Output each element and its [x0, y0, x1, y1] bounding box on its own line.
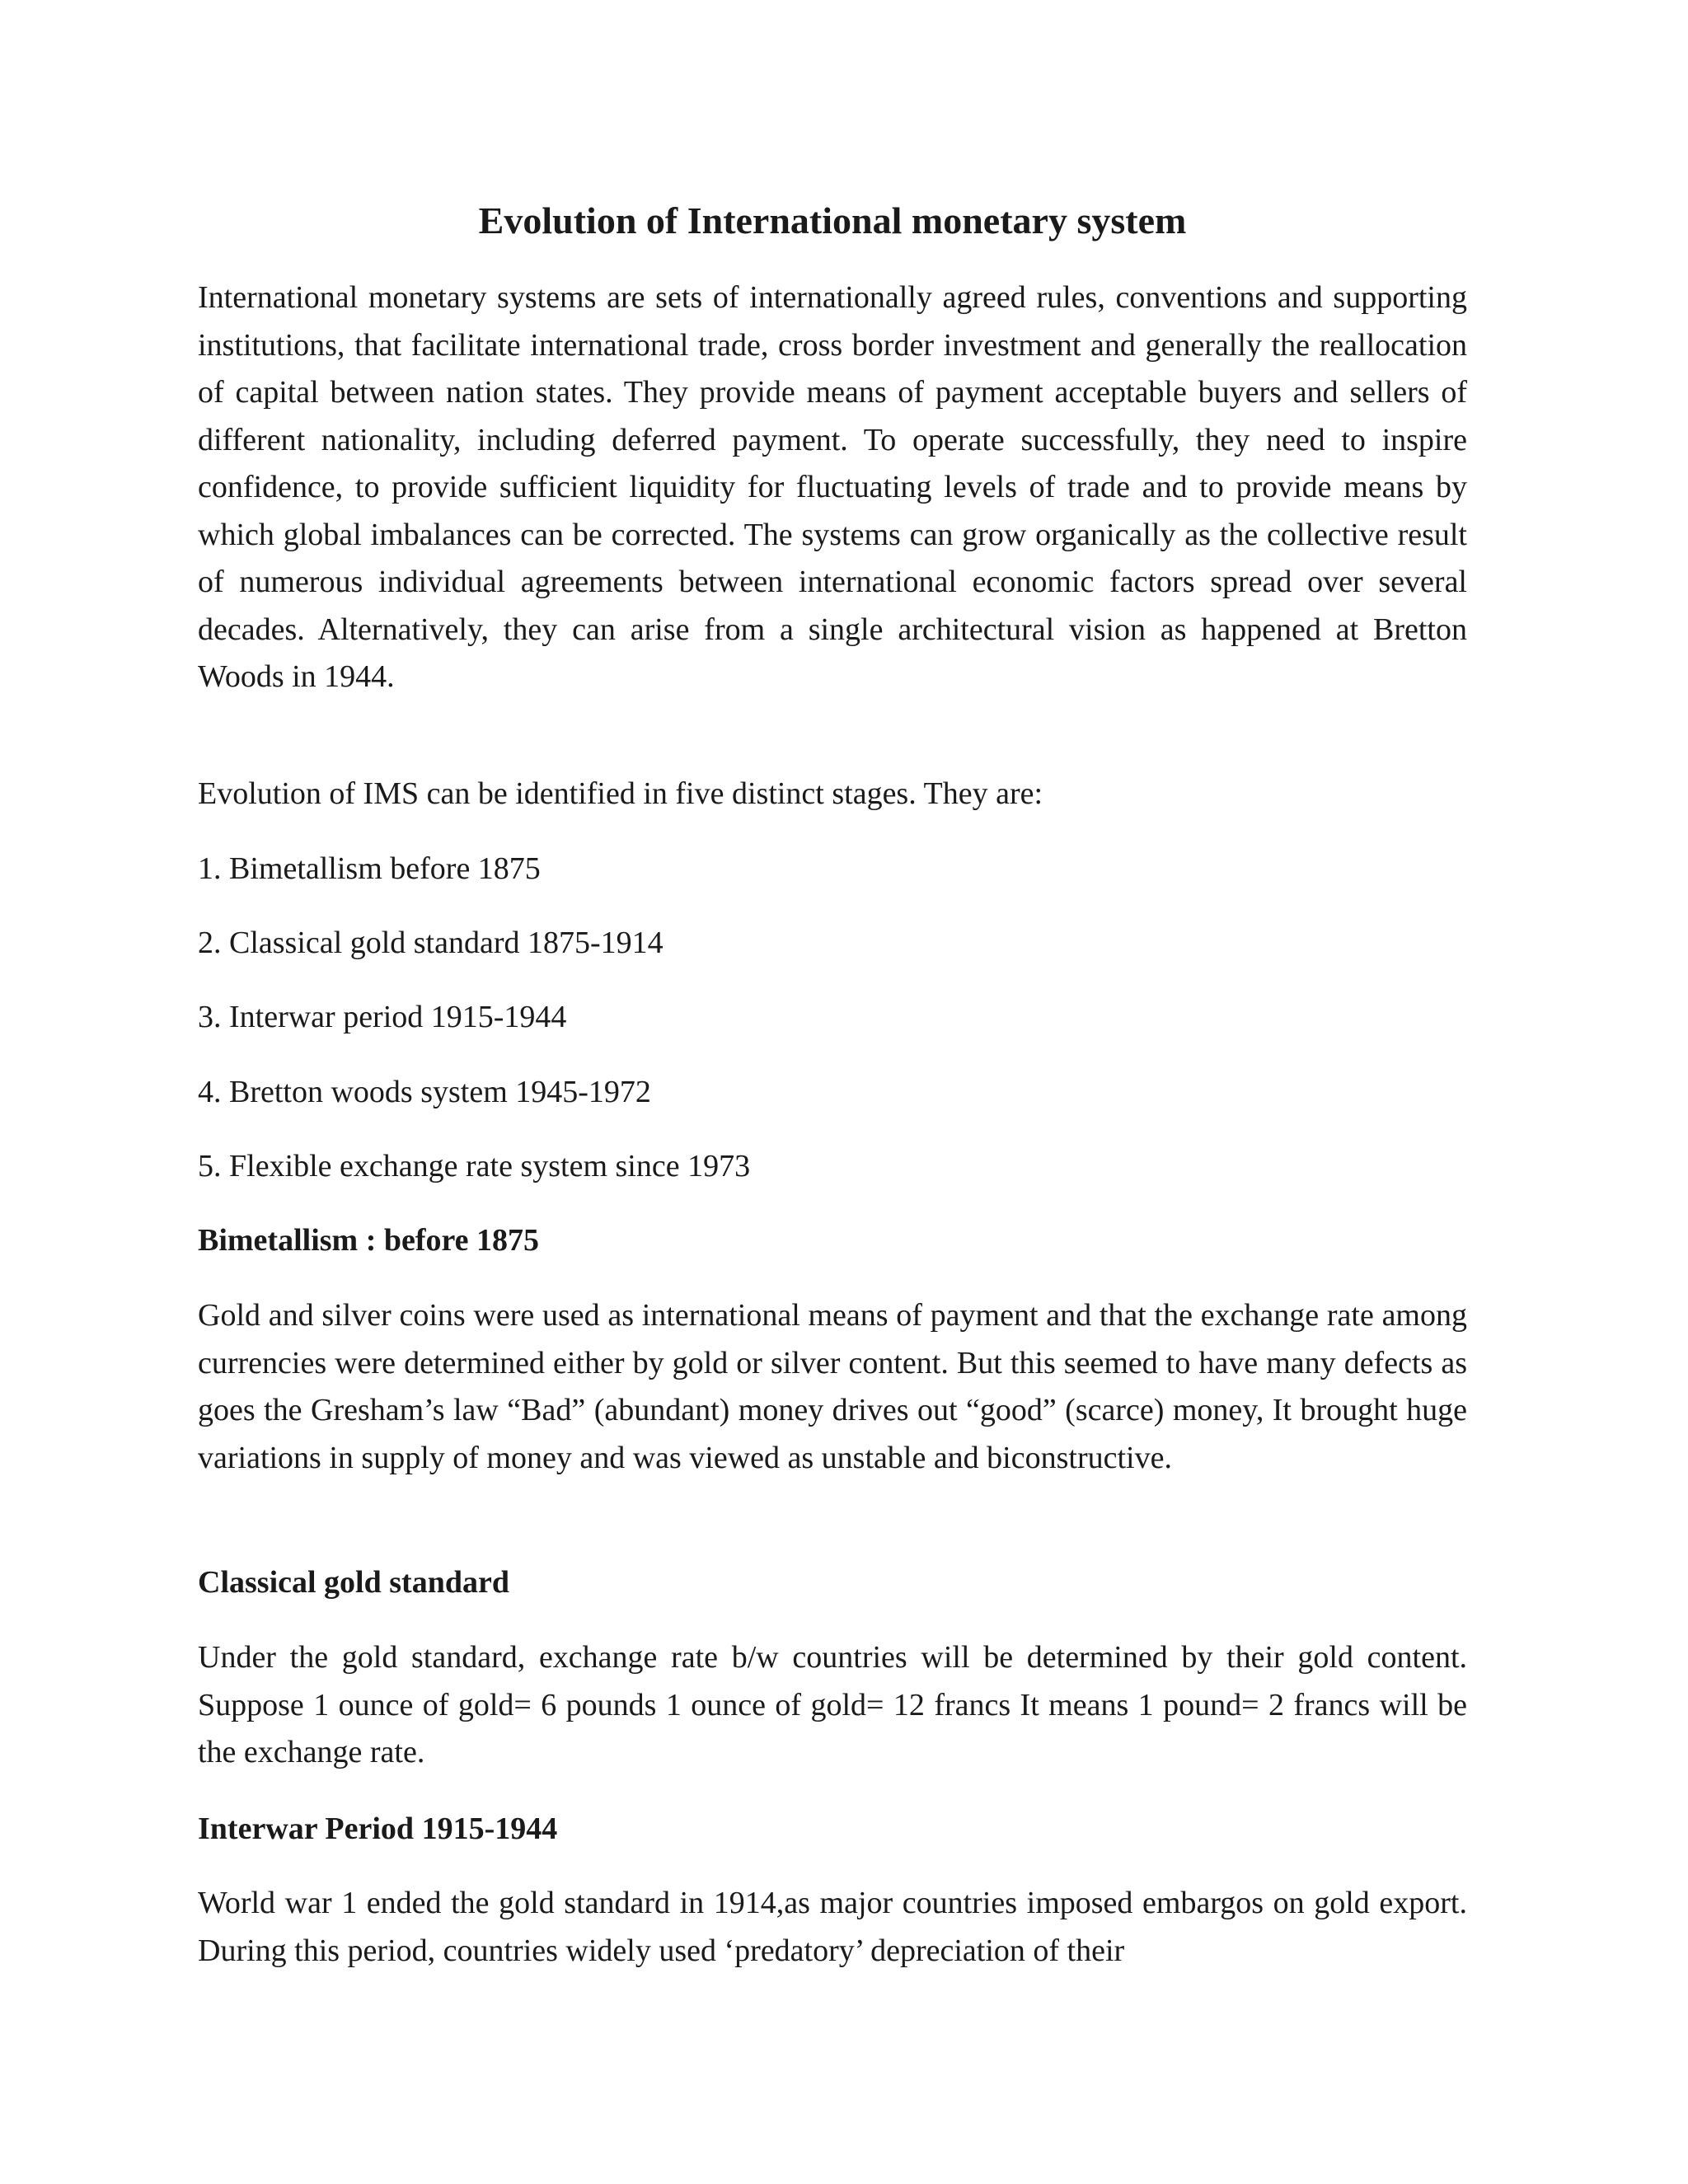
stage-item-5: 5. Flexible exchange rate system since 1973	[198, 1149, 751, 1183]
stage-item-4: 4. Bretton woods system 1945-1972	[198, 1075, 651, 1109]
stage-item-3: 3. Interwar period 1915-1944	[198, 1000, 567, 1034]
section-heading-bimetallism: Bimetallism : before 1875	[198, 1223, 540, 1258]
section-body-gold-standard: Under the gold standard, exchange rate b/w countries will be determined by their gold content. Suppose 1 ounce of gold= 6 pounds 1 ounce of gold= 12 francs It means 1 pound= 2 francs will be the exchange rate.	[198, 1640, 1467, 1769]
section-body-bimetallism: Gold and silver coins were used as international means of payment and that the exchange rate among currencies were determined either by gold or silver content. But this seemed to have many defects as goes the Gresham’s law “Bad” (abundant) money drives out “good” (scarce) money, It brought huge variations in supply of money and was viewed as unstable and biconstructive.	[198, 1298, 1467, 1475]
stages-intro: Evolution of IMS can be identified in five distinct stages. They are:	[198, 776, 1043, 811]
document-title: Evolution of International monetary system	[478, 199, 1187, 241]
stage-item-1: 1. Bimetallism before 1875	[198, 851, 541, 886]
section-body-interwar: World war 1 ended the gold standard in 1914,as major countries imposed embargos on gold export. During this period, countries widely used ‘predatory’ depreciation of their	[198, 1886, 1467, 1968]
section-heading-interwar: Interwar Period 1915-1944	[198, 1811, 558, 1846]
intro-paragraph: International monetary systems are sets of internationally agreed rules, conventions and supporting institutions, that facilitate international trade, cross border investment and generally the reallocation of capital between nation states. They provide means of payment acceptable buyers and sellers of different nationality, including deferred payment. To operate successfully, they need to inspire confidence, to provide sufficient liquidity for fluctuating levels of trade and to provide means by which global imbalances can be corrected. The systems can grow organically as the collective result of numerous individual agreements between international economic factors spread over several decades. Alternatively, they can arise from a single architectural vision as happened at Bretton Woods in 1944.	[198, 280, 1467, 694]
section-heading-gold-standard: Classical gold standard	[198, 1565, 509, 1600]
stage-item-2: 2. Classical gold standard 1875-1914	[198, 926, 663, 960]
